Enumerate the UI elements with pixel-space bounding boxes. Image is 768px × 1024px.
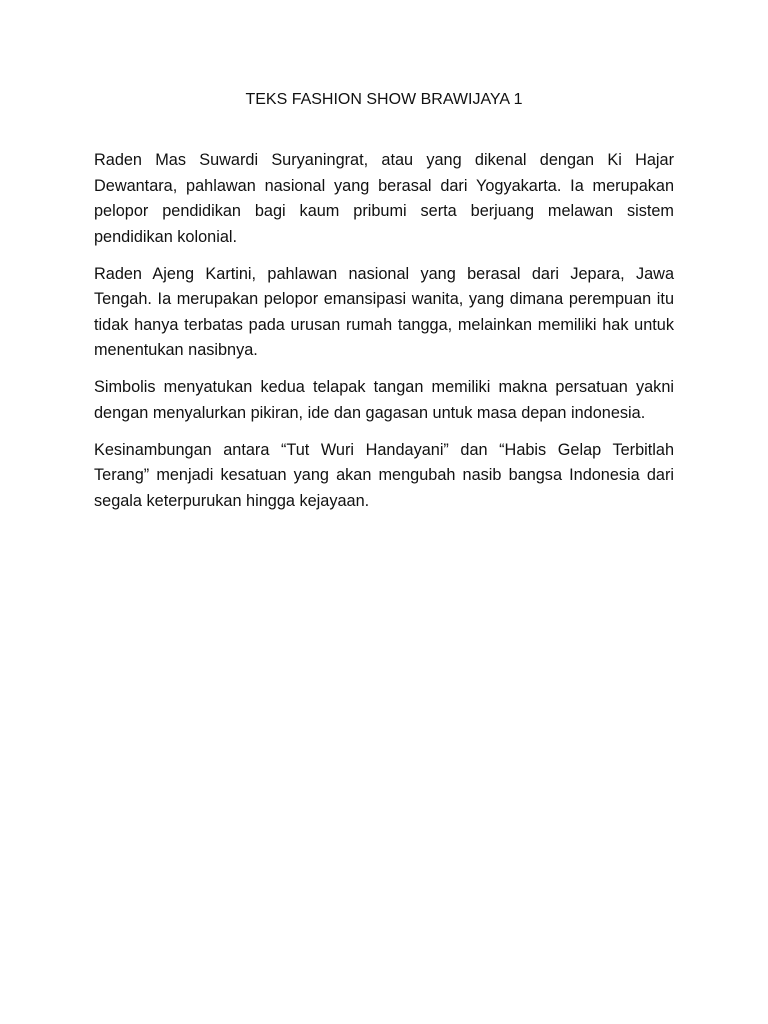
paragraph-kesinambungan: Kesinambungan antara “Tut Wuri Handayani” dan “Habis Gelap Terbitlah Terang” menjadi kesatuan yang akan mengubah nasib bangsa Indonesia dari segala keterpurukan hingga kejayaan. [94,440,674,510]
document-title: TEKS FASHION SHOW BRAWIJAYA 1 [245,91,523,108]
paragraph-kartini: Raden Ajeng Kartini, pahlawan nasional yang berasal dari Jepara, Jawa Tengah. Ia merupakan pelopor emansipasi wanita, yang dimana perempuan itu tidak hanya terbatas pada urusan rumah tangga, melainkan memiliki hak untuk menentukan nasibnya. [94,264,674,359]
paragraph-ki-hajar-dewantara: Raden Mas Suwardi Suryaningrat, atau yang dikenal dengan Ki Hajar Dewantara, pahlawan nasional yang berasal dari Yogyakarta. Ia merupakan pelopor pendidikan bagi kaum pribumi serta berjuang melawan sistem pendidikan kolonial. [94,151,674,246]
paragraph-simbolis: Simbolis menyatukan kedua telapak tangan memiliki makna persatuan yakni dengan menyalurkan pikiran, ide dan gagasan untuk masa depan indonesia. [94,378,674,422]
document-body [94,148,674,526]
